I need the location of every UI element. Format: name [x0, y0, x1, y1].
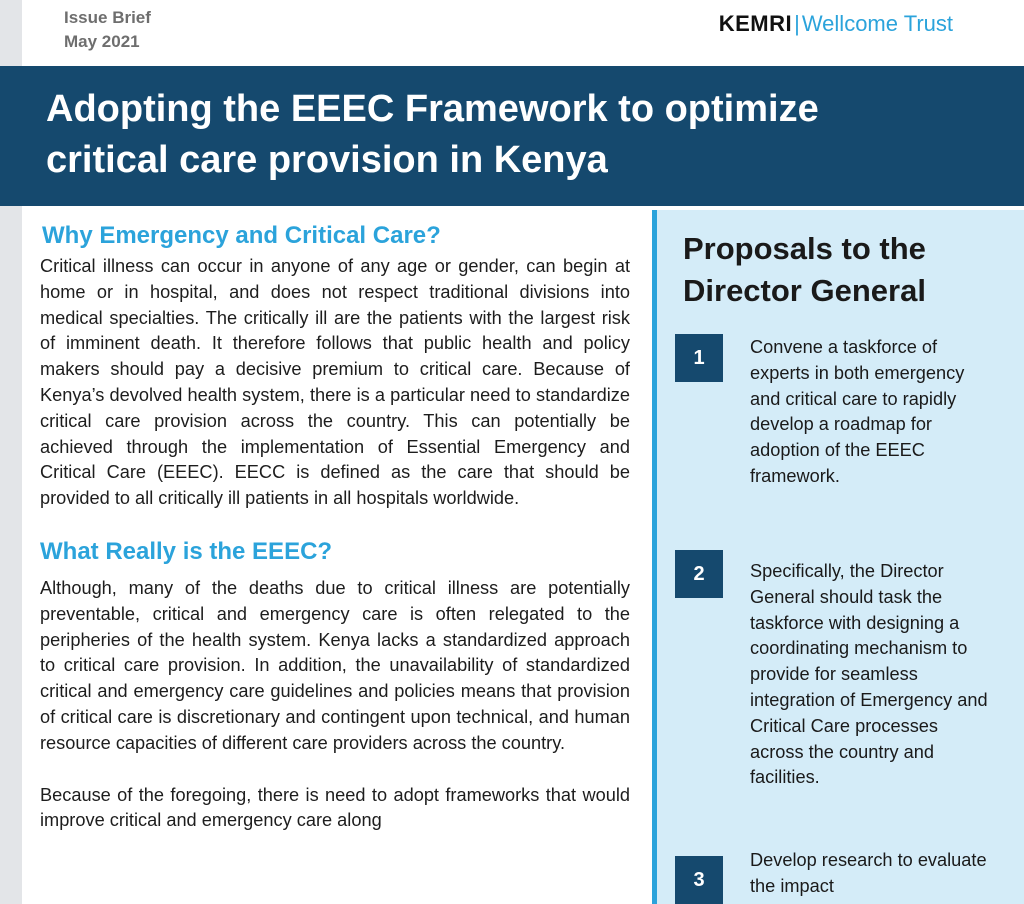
section-heading-why: Why Emergency and Critical Care?: [42, 222, 441, 249]
section-heading-what: What Really is the EEEC?: [40, 537, 333, 565]
brand-kemri: KEMRI: [718, 11, 793, 36]
proposal-text: Convene a taskforce of experts in both emergency and critical care to rapidly develop a roadmap for adoption of the EEEC framework.: [750, 337, 965, 486]
page-title: [46, 84, 819, 186]
main-column: [40, 220, 630, 834]
title-banner: [0, 66, 1024, 206]
proposal-text: Develop research to evaluate the impact: [750, 850, 987, 896]
section-text-foregoing: Because of the foregoing, there is need to adopt frameworks that would improve critical and emergency care along: [40, 784, 630, 831]
proposal-number-badge: 3: [675, 856, 723, 904]
page-title-line1: Adopting the EEEC Framework to optimize: [46, 88, 819, 130]
proposals-sidebar: [657, 210, 1024, 904]
brand-partner: Wellcome Trust: [801, 11, 953, 36]
page-title-line2: critical care provision in Kenya: [46, 139, 608, 181]
issue-date: May 2021: [64, 32, 140, 51]
issue-info: [64, 6, 151, 54]
section-text-what: Although, many of the deaths due to critical illness are potentially preventable, critical and emergency care is often relegated to the peripheries of the health system. Kenya lacks a standardized approach to critical care provision. In addition, the unavailability of standardized critical and emergency care guidelines and policies means that provision of critical care is discretionary and contingent upon technical, and human resource capacities of different care providers across the country.: [40, 577, 630, 753]
sidebar-title-line1: Proposals to the: [683, 231, 926, 266]
proposal-number-badge: 1: [675, 334, 723, 382]
proposal-text: Specifically, the Director General should task the taskforce with designing a coordinating mechanism to provide for seamless integration of Emergency and Critical Care processes across the country and facilities.: [750, 561, 988, 788]
sidebar-title: [683, 228, 926, 312]
sidebar-title-line2: Director General: [683, 273, 926, 308]
brand-logo: [719, 11, 953, 37]
page-header: [22, 0, 1024, 66]
brand-separator: |: [794, 11, 800, 36]
proposal-number-badge: 2: [675, 550, 723, 598]
section-text-why: Critical illness can occur in anyone of any age or gender, can begin at home or in hospital, and does not respect traditional divisions into medical specialties. The critically ill are the patients with the largest risk of imminent death. It therefore follows that public health and policy makers should pay a decisive premium to critical care. Because of Kenya’s devolved health system, there is a particular need to standardize critical care provision across the country. This can potentially be achieved through the implementation of Essential Emergency and Critical Care (EEEC). EECC is defined as the care that should be provided to all critically ill patients in all hospitals worldwide.: [40, 256, 630, 509]
issue-label: Issue Brief: [64, 8, 151, 27]
